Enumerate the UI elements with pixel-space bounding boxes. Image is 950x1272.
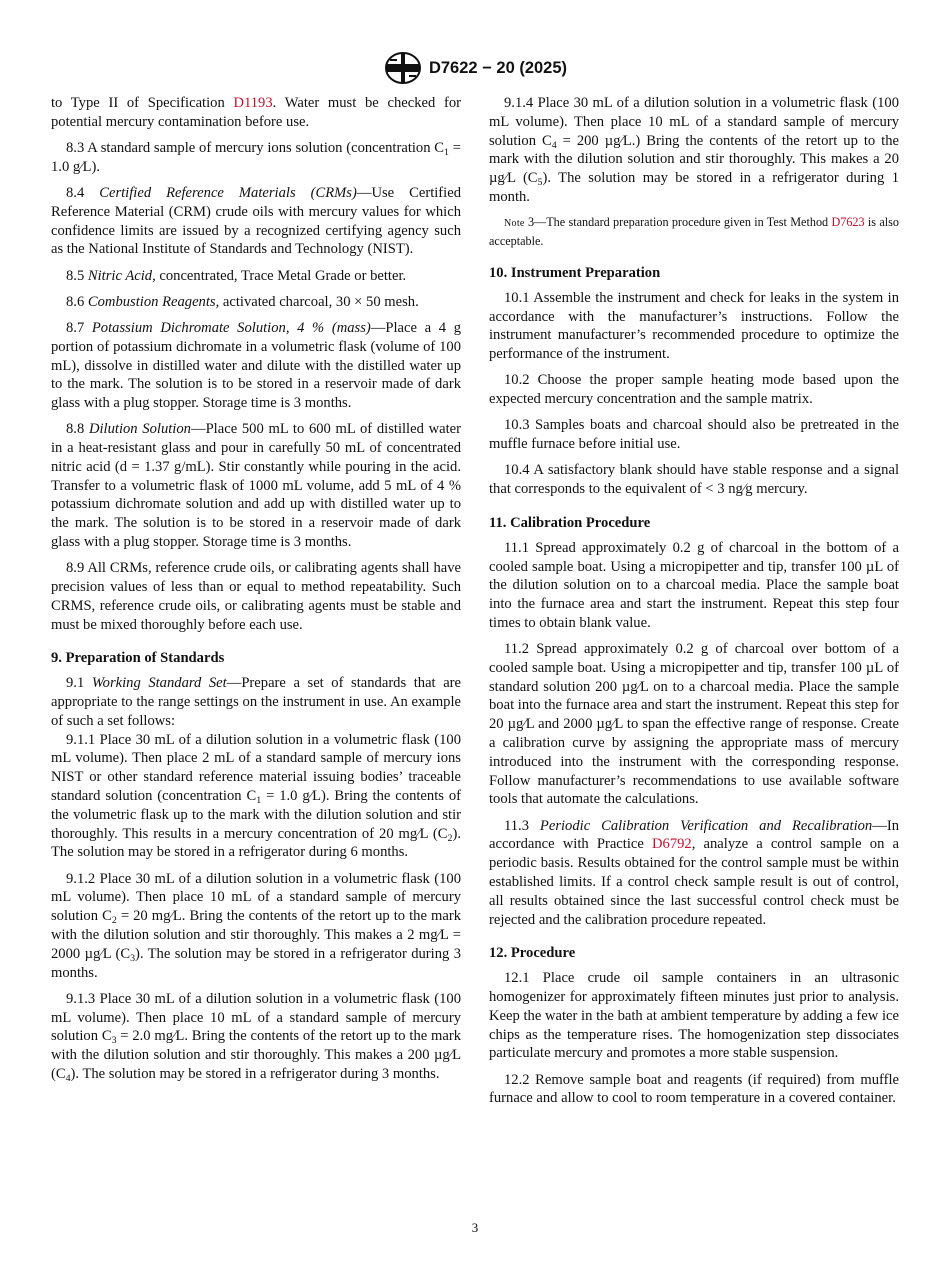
standard-designation: D7622 − 20 (2025) [428,58,568,77]
paragraph-8-7: 8.7 Potassium Dichromate Solution, 4 % (mass)—Place a 4 g portion of potassium dichromate in a volumetric flask (volume of 100 mL), dissolve in distilled water and dilute with the distilled water up to the mark. The solution is to be stored in a reservoir made of dark glass with a plug stopper. Storage time is 3 months. [51,319,461,412]
paragraph-9-1-1: 9.1.1 Place 30 mL of a dilution solution in a volumetric flask (100 mL volume). Then place 2 mL of a standard sample of mercury ions NIST or other standard reference material issuing bodies’ traceable standard solution (concentration $C_1 = 1.0$ g⁄L). Bring the contents of the volumetric flask up to the mark with the dilution solution and stir thoroughly. This results in a mercury concentration of 20 mg⁄L $(C_2)$. The solution may be stored in a refrigerator during 6 months. [51,731,461,861]
paragraph-9-1-4: 9.1.4 Place 30 mL of a dilution solution in a volumetric flask (100 mL volume). Then place 10 mL of a standard sample of mercury solution $C_4 = 200$ µg⁄L.) Bring the contents of the retort up to the mark with the dilution solution and stir thoroughly. This makes a 20 µg⁄L $(C_5)$. The solution may be stored in a refrigerator during 1 month. [489,95,899,205]
left-column [51,94,461,1091]
ref-link-d1193[interactable]: D1193 [233,95,273,111]
paragraph-10-1: 10.1 Assemble the instrument and check for leaks in the system in accordance with the manufacturer’s instructions. Follow the instrument manufacturer’s recommended procedure to optimize the performance of the instrument. [489,289,899,363]
paragraph-9-1-2: 9.1.2 Place 30 mL of a dilution solution in a volumetric flask (100 mL volume). Then place 10 mL of a standard sample of mercury solution $C_2 = 20$ mg⁄L. Bring the contents of the retort up to the mark with the dilution solution and stir thoroughly. This makes a 2 mg⁄L = 2000 µg⁄L $(C_3)$. The solution may be stored in a refrigerator during 3 months. [51,870,461,981]
section-heading-11: 11. Calibration Procedure [489,514,651,531]
paragraph-9-1-3: 9.1.3 Place 30 mL of a dilution solution in a volumetric flask (100 mL volume). Then place 10 mL of a standard sample of mercury solution $C_3 = 2.0$ mg⁄L. Bring the contents of the retort up to the mark with the dilution solution and stir thoroughly. This makes a 200 µg⁄L $(C_4)$. The solution may be stored in a refrigerator during 3 months. [51,990,461,1084]
paragraph-8-8: 8.8 Dilution Solution—Place 500 mL to 600 mL of distilled water in a heat-resistant glass and pour in carefully 50 mL of concentrated nitric acid (d = 1.37 g/mL). Stir constantly while pouring in the acid. Transfer to a volumetric flask of 1000 mL volume, add 5 mL of 4 % potassium dichromate solution and add up with distilled water up to the mark. The solution is to be stored in a reservoir made of dark glass with a plug stopper. Storage time is 3 months. [51,421,461,551]
paragraph-9-1: 9.1 Working Standard Set—Prepare a set of standards that are appropriate to the range settings on the instrument in use. An example of such a set follows: [51,675,462,729]
note-3: Note 3—The standard preparation procedure given in Test Method D7623 is also acceptable. [489,215,899,248]
paragraph-8-6: 8.6 Combustion Reagents, activated charcoal, 30 × 50 mesh. [66,293,419,310]
paragraph-10-2: 10.2 Choose the proper sample heating mode based upon the expected mercury concentration and the sample matrix. [489,372,899,408]
paragraph-12-2: 12.2 Remove sample boat and reagents (if required) from muffle furnace and allow to cool to room temperature in a covered container. [489,1071,899,1107]
paragraph-10-4: 10.4 A satisfactory blank should have stable response and a signal that corresponds to the equivalent of < 3 ng⁄g mercury. [489,462,899,498]
paragraph-8-4: 8.4 Certified Reference Materials (CRMs)—Use Certified Reference Material (CRM) crude oils with mercury values for which confidence limits are issued by a recognized certifying agency such as the National Institute of Standards and Technology (NIST). [51,184,461,258]
paragraph-11-1: 11.1 Spread approximately 0.2 g of charcoal in the bottom of a cooled sample boat. Using a micropipetter and tip, transfer 100 µL of the dilution solution on to a charcoal media. Place the sample boat into the furnace area and start the instrument. Repeat this step four times to obtain blank value. [489,539,899,631]
section-heading-10: 10. Instrument Preparation [489,264,661,281]
page-header [0,50,950,86]
ref-link-d7623[interactable]: D7623 [831,215,865,230]
ref-link-d6792[interactable]: D6792 [651,836,692,853]
paragraph-8-3: 8.3 A standard sample of mercury ions solution (concentration $C_1 = 1.0$ g⁄L). [51,139,461,175]
paragraph-11-3: 11.3 Periodic Calibration Verification and Recalibration—In accordance with Practice D6792, analyze a control sample on a periodic basis. Results obtained for the control sample must be within established limits. If a control check sample result is out of control, all results obtained since the last successful control check must be rejected and the calibration procedure repeated. [489,817,899,928]
section-heading-12: 12. Procedure [489,945,576,962]
section-heading-9: 9. Preparation of Standards [51,650,225,667]
paragraph-8-9: 8.9 All CRMs, reference crude oils, or calibrating agents shall have precision values of less than or equal to method repeatability. Such CRMS, reference crude oils, or calibrating agents must be stable and must be mixed thoroughly before each use. [51,560,461,633]
paragraph-8-5: 8.5 Nitric Acid, concentrated, Trace Metal Grade or better. [66,267,407,284]
paragraph-12-1: 12.1 Place crude oil sample containers in an ultrasonic homogenizer for approximately fifteen minutes just prior to analysis. Keep the water in the bath at ambient temperature by adding a few ice chips as the temperature rises. The homogenization step dissociates particulate mercury and promotes a more stable suspension. [489,970,899,1062]
paragraph-11-2: 11.2 Spread approximately 0.2 g of charcoal over bottom of a cooled sample boat. Using a micropipetter and tip, transfer 100 µL of standard solution 200 µg⁄L on to a charcoal media. Place the sample boat into the furnace area and start the instrument. Repeat this step for 20 µg⁄L and 2000 µg⁄L to span the effective range of response. Create a calibration curve by assigning the appropriate mass of mercury introduced into the instrument with the corresponding response. Follow manufacturer’s recommendations to use available software tools that automate the calculations. [489,641,899,808]
astm-logo [383,51,423,85]
paragraph-10-3: 10.3 Samples boats and charcoal should also be pretreated in the muffle furnace before initial use. [489,417,899,453]
page-number: 3 [471,1220,479,1235]
right-column [489,94,899,1116]
paragraph-8-2-continued: to Type II of Specification D1193. Water must be checked for potential mercury contamination before use. [51,95,461,130]
